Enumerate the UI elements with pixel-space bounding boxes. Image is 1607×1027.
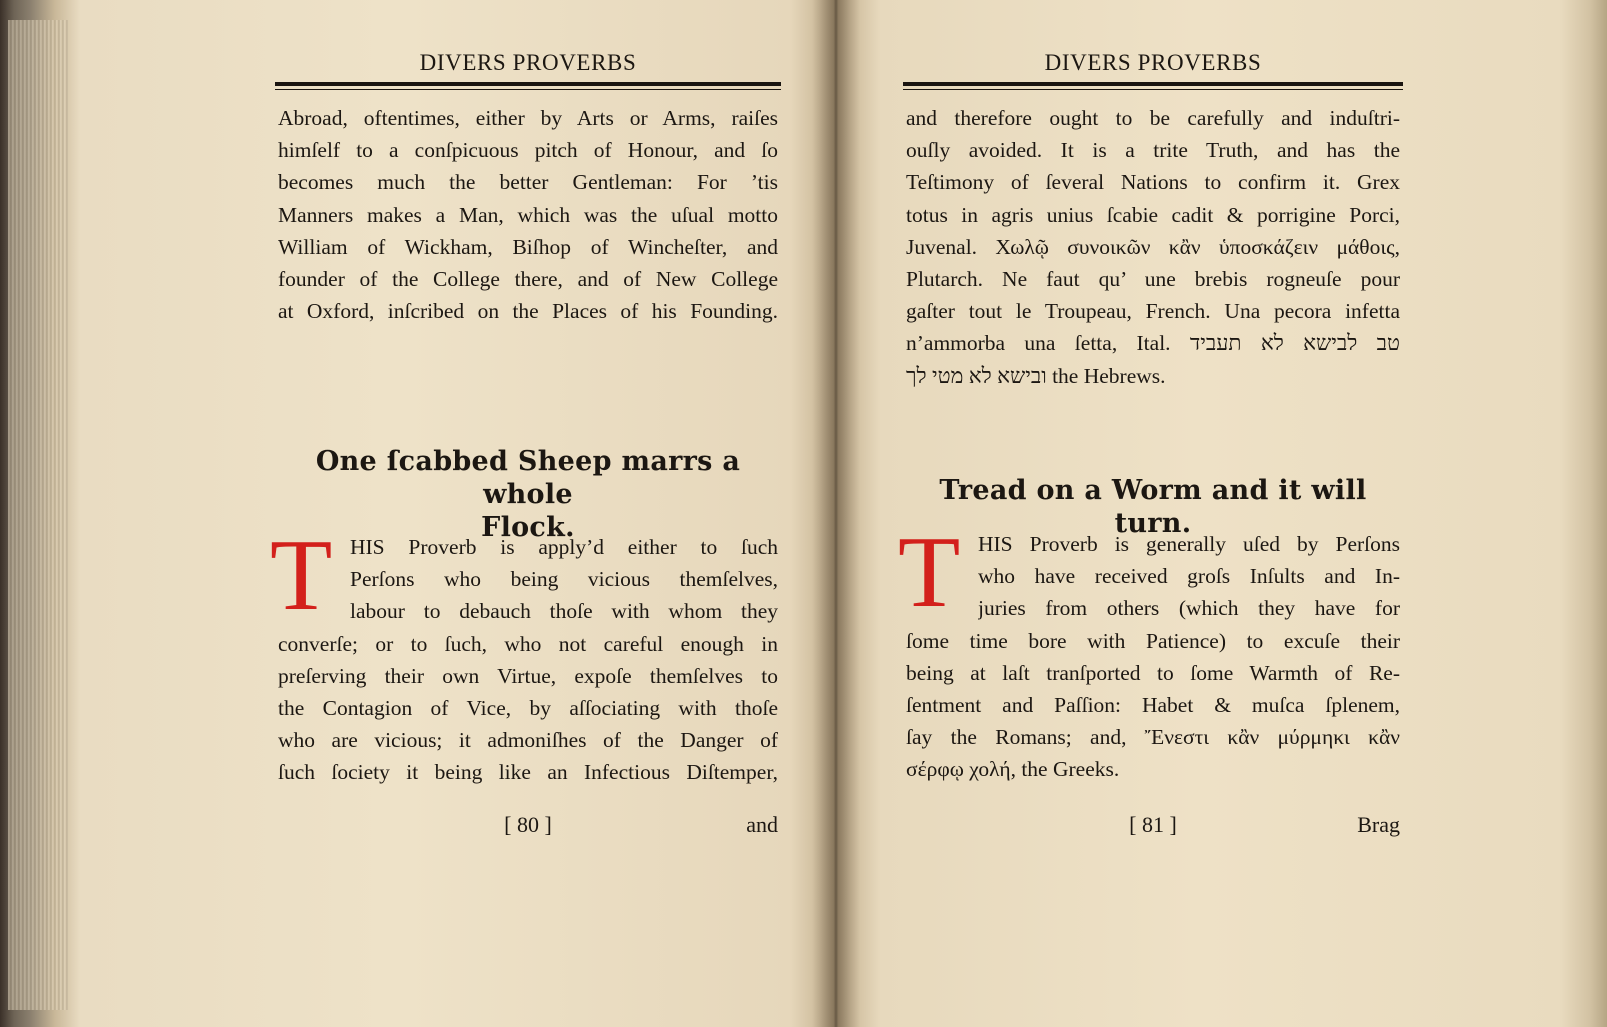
text-line: the Contagion of Vice, by aſſociating with thoſe: [278, 695, 778, 720]
book-gutter: [812, 0, 860, 1027]
text-line: himſelf to a conſpicuous pitch of Honour, and ſo: [278, 138, 778, 163]
text-line: Juvenal. Χωλῷ συνοικῶν κἂν ὑποσκάζειν μάθοις,: [906, 234, 1400, 259]
proverb-heading: [278, 445, 778, 544]
text-line: gaſter tout le Troupeau, French. Una pecora infetta: [906, 299, 1400, 324]
text-line: ſuch ſociety it being like an Infectious Diſtemper,: [278, 760, 778, 785]
text-line: who are vicious; it admoniſhes of the Danger of: [278, 728, 778, 753]
text-line: founder of the College there, and of New College: [278, 266, 778, 291]
catchword: Brag: [1357, 812, 1400, 837]
paragraph: [278, 102, 778, 327]
page-number: [ 81 ]: [1129, 812, 1177, 837]
text-line: William of Wickham, Biſhop of Wincheſter, and: [278, 234, 778, 259]
head-rule: [275, 82, 781, 86]
text-line: totus in agris unius ſcabie cadit & porrigine Porci,: [906, 202, 1400, 227]
drop-cap: T: [898, 516, 961, 629]
text-line: Abroad, oftentimes, either by Arts or Arms, raiſes: [278, 106, 778, 130]
page-footer: [906, 812, 1400, 844]
page-edges: [8, 20, 68, 1010]
text-line: σέρφῳ χολή, the Greeks.: [906, 757, 1120, 782]
text-line: n’ammorba una ſetta, Ital. טב לבישא לא תעביד: [906, 331, 1400, 356]
text-line: ובישא לא מטי לך the Hebrews.: [906, 363, 1166, 388]
paragraph: [906, 528, 1400, 786]
text-line: Teſtimony of ſeveral Nations to confirm it. Grex: [906, 170, 1400, 195]
text-line: becomes much the better Gentleman: For ’tis: [278, 170, 778, 195]
head-rule: [903, 82, 1403, 86]
paragraph: [278, 531, 778, 789]
text-line: who have received groſs Inſults and In-: [978, 564, 1400, 589]
text-line: Plutarch. Ne faut qu’ une brebis rogneuſe pour: [906, 266, 1400, 291]
text-line: Manners makes a Man, which was the uſual motto: [278, 202, 778, 227]
page-footer: [278, 812, 778, 844]
text-line: preſerving their own Virtue, expoſe themſelves to: [278, 663, 778, 688]
text-line: being at laſt tranſported to ſome Warmth of Re-: [906, 660, 1400, 685]
page-number: [ 80 ]: [504, 812, 552, 837]
head-rule-thin: [275, 89, 781, 90]
left-page: [270, 0, 778, 1027]
text-line: ouſly avoided. It is a trite Truth, and has the: [906, 138, 1400, 163]
running-head: DIVERS PROVERBS: [419, 50, 637, 75]
text-line: HIS Proverb is apply’d either to ſuch: [350, 535, 778, 559]
catchword: and: [746, 812, 778, 837]
text-line: ſentment and Paſſion: Habet & muſca ſplenem,: [906, 692, 1400, 717]
head-rule-thin: [903, 89, 1403, 90]
heading-line: Tread on a Worm and it will turn.: [939, 475, 1367, 539]
text-line: and therefore ought to be carefully and induſtri-: [906, 106, 1400, 130]
text-line: Perſons who being vicious themſelves,: [350, 567, 778, 592]
drop-cap: T: [270, 519, 333, 632]
text-line: ſay the Romans; and, Ἔνεστι κἂν μύρμηκι κἂν: [906, 725, 1400, 750]
running-head: DIVERS PROVERBS: [1044, 50, 1262, 75]
text-line: at Oxford, inſcribed on the Places of his Founding.: [278, 299, 778, 324]
text-line: converſe; or to ſuch, who not careful enough in: [278, 631, 778, 656]
text-line: juries from others (which they have for: [978, 596, 1400, 621]
heading-line: Flock.: [481, 512, 575, 543]
text-line: ſome time bore with Patience) to excuſe their: [906, 628, 1400, 653]
text-line: labour to debauch thoſe with whom they: [350, 599, 778, 624]
paragraph: [906, 102, 1400, 392]
right-page: [898, 0, 1400, 1027]
heading-line: One ſcabbed Sheep marrs a whole: [315, 446, 741, 510]
text-line: HIS Proverb is generally uſed by Perſons: [978, 532, 1400, 556]
